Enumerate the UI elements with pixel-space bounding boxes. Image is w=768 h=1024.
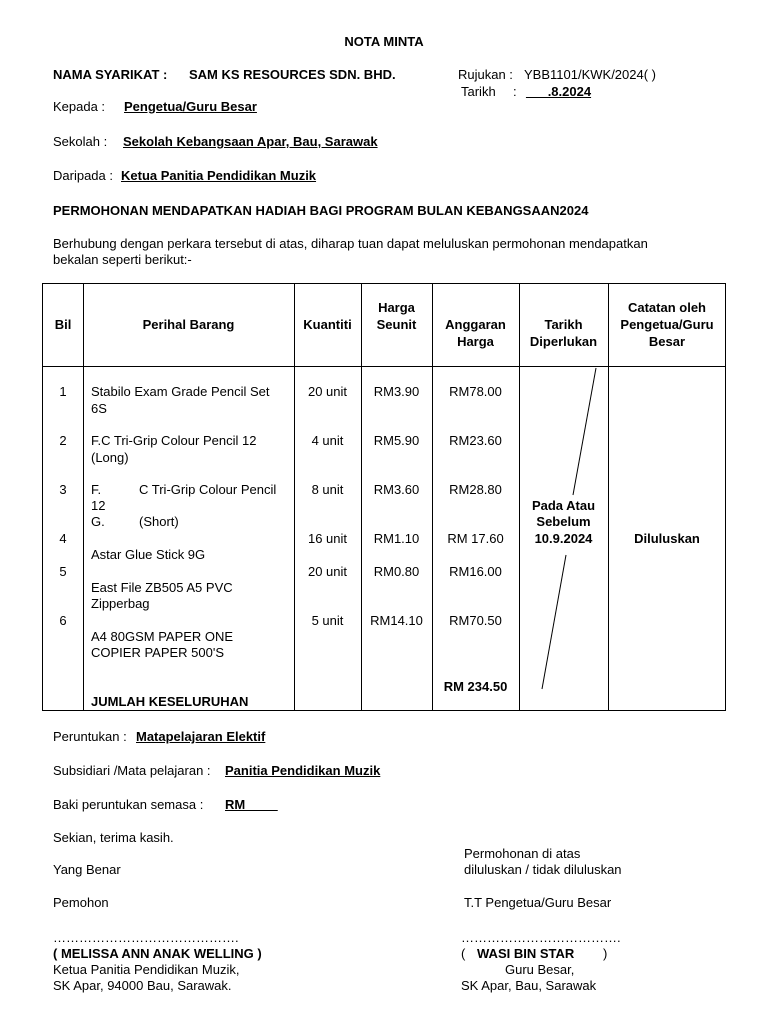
- bil-1: 1: [59, 384, 67, 399]
- anggaran-3: RM28.80: [449, 482, 502, 497]
- kepada-label: Kepada :: [53, 99, 106, 114]
- anggaran-5: RM16.00: [449, 564, 502, 579]
- rujukan-value: YBB1101/KWK/2024( ): [524, 67, 656, 82]
- item-6-desc-1: A4 80GSM PAPER ONE: [91, 629, 234, 644]
- approver-role: Guru Besar,: [505, 962, 575, 977]
- items-table: [42, 283, 726, 711]
- harga-5: RM0.80: [373, 564, 420, 579]
- item-6-desc-2: COPIER PAPER 500'S: [91, 645, 225, 660]
- pemohon-text: Pemohon: [53, 895, 109, 910]
- kuantiti-5: 20 unit: [307, 564, 348, 579]
- bil-6: 6: [59, 613, 67, 628]
- tarikh-diperlukan-3: 10.9.2024: [534, 531, 593, 546]
- anggaran-2: RM23.60: [449, 433, 502, 448]
- tarikh-colon: :: [513, 84, 517, 99]
- baki-value: RM: [225, 797, 278, 812]
- baki-label: Baki peruntukan semasa :: [53, 797, 204, 812]
- peruntukan-label: Peruntukan :: [53, 729, 127, 744]
- item-2-desc-2: (Long): [91, 450, 129, 465]
- daripada-label: Daripada :: [53, 168, 113, 183]
- kuantiti-2: 4 unit: [311, 433, 344, 448]
- item-4-desc: Astar Glue Stick 9G: [91, 547, 206, 562]
- tarikh-value: ___.8.2024: [526, 84, 592, 99]
- harga-4: RM1.10: [373, 531, 420, 546]
- header-anggaran-2: Harga: [457, 334, 494, 349]
- tarikh-diperlukan-2: Sebelum: [536, 514, 591, 529]
- tarikh-diperlukan-1: Pada Atau: [531, 498, 596, 513]
- bil-5: 5: [59, 564, 67, 579]
- subject-line: PERMOHONAN MENDAPATKAN HADIAH BAGI PROGRAM BULAN KEBANGSAAN2024: [53, 203, 589, 218]
- document-title: NOTA MINTA: [344, 34, 424, 49]
- yang-benar-text: Yang Benar: [53, 862, 121, 877]
- subsidiari-label: Subsidiari /Mata pelajaran :: [53, 763, 211, 778]
- harga-6: RM14.10: [370, 613, 423, 628]
- item-2-desc-1: F.C Tri-Grip Colour Pencil 12: [91, 433, 257, 448]
- header-catatan-3: Besar: [648, 334, 686, 349]
- approver-address: SK Apar, Bau, Sarawak: [461, 978, 597, 993]
- sekian-text: Sekian, terima kasih.: [53, 830, 174, 845]
- signature-dots-left: …………………………………….: [53, 930, 239, 945]
- approval-line-1: Permohonan di atas: [464, 846, 581, 861]
- item-3-desc-2: 12: [91, 498, 106, 513]
- item-1-desc-1: Stabilo Exam Grade Pencil Set: [91, 384, 270, 399]
- item-5-desc-1: East File ZB505 A5 PVC: [91, 580, 233, 595]
- total-label: JUMLAH KESELURUHAN: [91, 694, 249, 709]
- harga-3: RM3.60: [373, 482, 420, 497]
- header-bil: Bil: [54, 317, 72, 332]
- sekolah-label: Sekolah :: [53, 134, 108, 149]
- header-tarikh-2: Diperlukan: [529, 334, 598, 349]
- kuantiti-4: 16 unit: [307, 531, 348, 546]
- approver-close-paren: ): [603, 946, 608, 961]
- company-label: NAMA SYARIKAT :: [53, 67, 168, 82]
- company-name: SAM KS RESOURCES SDN. BHD.: [189, 67, 396, 82]
- applicant-role: Ketua Panitia Pendidikan Muzik,: [53, 962, 240, 977]
- header-harga-2: Seunit: [376, 317, 417, 332]
- applicant-address: SK Apar, 94000 Bau, Sarawak.: [53, 978, 232, 993]
- sekolah-value: Sekolah Kebangsaan Apar, Bau, Sarawak: [123, 134, 378, 149]
- bil-3: 3: [59, 482, 67, 497]
- header-anggaran-1: Anggaran: [445, 317, 506, 332]
- item-3-desc-3b: (Short): [139, 514, 179, 529]
- item-5-desc-2: Zipperbag: [91, 596, 150, 611]
- approver-open-paren: (: [461, 946, 466, 961]
- header-harga-1: Harga: [378, 300, 415, 315]
- tt-label: T.T Pengetua/Guru Besar: [464, 895, 612, 910]
- total-value: RM 234.50: [443, 679, 508, 694]
- tarikh-label: Tarikh: [461, 84, 496, 99]
- bil-2: 2: [59, 433, 67, 448]
- approval-line-2: diluluskan / tidak diluluskan: [464, 862, 622, 877]
- header-catatan-2: Pengetua/Guru: [620, 317, 714, 332]
- intro-line-1: Berhubung dengan perkara tersebut di atas, diharap tuan dapat meluluskan permohonan mendapatkan: [53, 236, 648, 251]
- peruntukan-value: Matapelajaran Elektif: [136, 729, 266, 744]
- kuantiti-6: 5 unit: [311, 613, 344, 628]
- header-tarikh-1: Tarikh: [544, 317, 583, 332]
- item-3-desc-1b: C Tri-Grip Colour Pencil: [139, 482, 277, 497]
- signature-dots-right: ……………………………….: [461, 930, 621, 945]
- subsidiari-value: Panitia Pendidikan Muzik: [225, 763, 381, 778]
- approver-name: WASI BIN STAR: [477, 946, 575, 961]
- kuantiti-1: 20 unit: [307, 384, 348, 399]
- catatan-value: Diluluskan: [634, 531, 700, 546]
- bil-4: 4: [59, 531, 67, 546]
- anggaran-1: RM78.00: [449, 384, 502, 399]
- header-kuantiti: Kuantiti: [303, 317, 352, 332]
- rujukan-label: Rujukan :: [458, 67, 513, 82]
- intro-line-2: bekalan seperti berikut:-: [53, 252, 192, 267]
- harga-1: RM3.90: [373, 384, 420, 399]
- kepada-value: Pengetua/Guru Besar: [124, 99, 257, 114]
- daripada-value: Ketua Panitia Pendidikan Muzik: [121, 168, 317, 183]
- item-3-desc-3a: G.: [91, 514, 105, 529]
- item-3-desc-1a: F.: [91, 482, 102, 497]
- kuantiti-3: 8 unit: [311, 482, 344, 497]
- anggaran-4: RM 17.60: [447, 531, 504, 546]
- header-catatan-1: Catatan oleh: [627, 300, 706, 315]
- applicant-name: ( MELISSA ANN ANAK WELLING ): [53, 946, 262, 961]
- harga-2: RM5.90: [373, 433, 420, 448]
- item-1-desc-2: 6S: [91, 401, 107, 416]
- header-perihal: Perihal Barang: [142, 317, 235, 332]
- anggaran-6: RM70.50: [449, 613, 502, 628]
